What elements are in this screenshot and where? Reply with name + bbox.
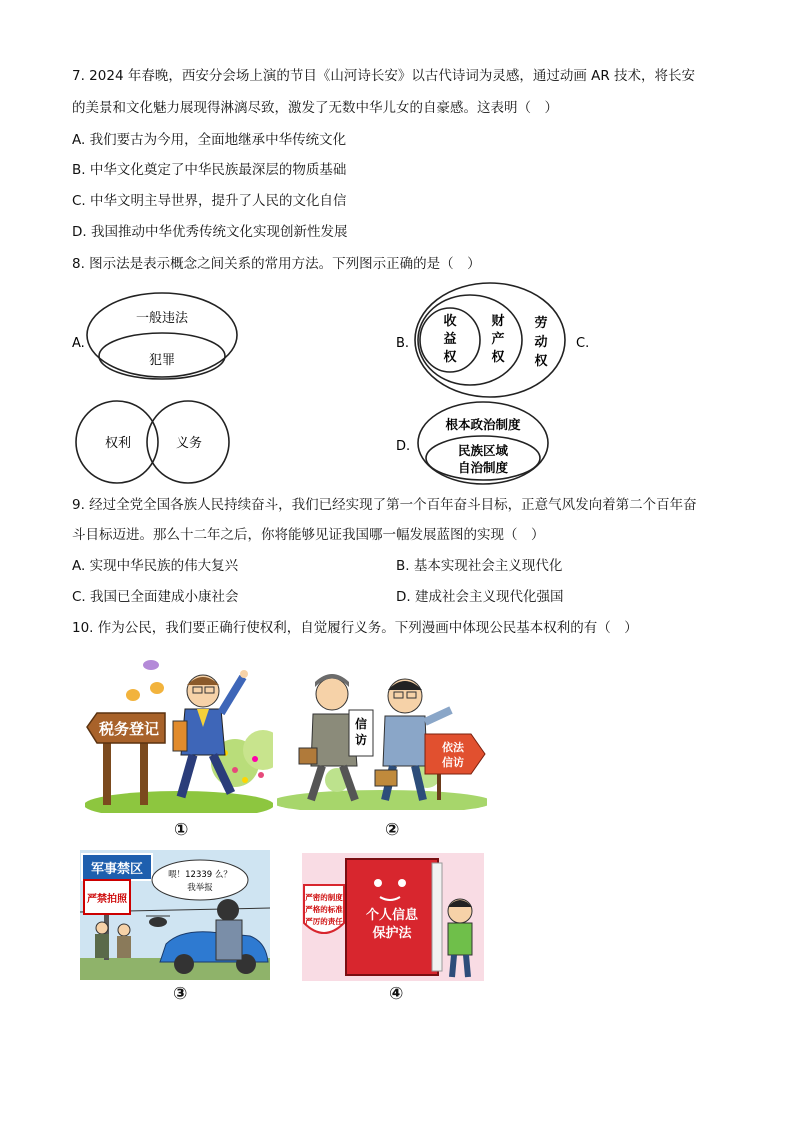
diagram-d-inner-label-2: 自治制度 [457,460,509,475]
comic-4-shield-line: 严密的制度 [305,893,343,902]
comic-1-illustration [85,655,273,813]
q7-option-c: C. 中华文明主导世界，提升了人民的文化自信 [72,193,347,209]
diagram-c-right-label: 义务 [175,436,203,451]
diagram-b-outer-char: 动 [534,335,548,350]
diagram-b-middle-char: 权 [491,350,505,365]
q10-stem: 10. 作为公民，我们要正确行使权利，自觉履行义务。下列漫画中体现公民基本权利的有（ ） [72,620,638,636]
comic-2-sign-line: 信访 [442,756,464,769]
comic-3-sign-text: 军事禁区 [90,862,144,877]
comic-2-paper-char: 信 [354,717,368,731]
q8-label-a: A. [72,336,85,351]
q7-option-d: D. 我国推动中华优秀传统文化实现创新性发展 [72,224,348,240]
diagram-b-outer-char: 权 [534,354,548,369]
comic-3-bubble-line: 我举报 [187,883,213,893]
diagram-c-left-label: 权利 [104,436,132,451]
comic-1-tax-registration [85,655,273,813]
comic-3-illustration [80,850,270,980]
comic-1-number: ① [174,820,189,840]
q9-option-c: C. 我国已全面建成小康社会 [72,589,239,605]
q8-label-d: D. [396,439,411,454]
comic-3-military-zone [80,850,270,980]
comic-3-number: ③ [173,984,188,1004]
diagram-d [418,402,548,484]
diagram-b-middle-ellipse [418,295,522,385]
comic-4-shield-line: 严厉的责任 [305,917,343,926]
diagram-b-middle-char: 产 [491,332,505,347]
diagram-c [76,401,229,483]
comic-2-petition [277,662,487,810]
diagram-a-outer-label: 一般违法 [135,311,189,326]
diagram-d-outer-label: 根本政治制度 [445,417,521,432]
q8-stem: 8. 图示法是表示概念之间关系的常用方法。下列图示正确的是（ ） [72,256,481,272]
diagram-a-inner-label: 犯罪 [148,353,176,368]
q8-diagrams [0,280,794,490]
q9-stem-line1: 9. 经过全党全国各族人民持续奋斗，我们已经实现了第一个百年奋斗目标，正意气风发向着第二个百年奋 [72,497,697,513]
comic-3-sign2-text: 严禁拍照 [87,894,127,905]
comic-4-privacy-law [302,853,484,981]
diagram-b-middle-char: 财 [491,314,505,329]
diagram-a [87,293,237,379]
q8-label-b: B. [396,336,410,351]
diagram-d-inner-label-1: 民族区域 [457,443,509,458]
q7-option-b: B. 中华文化奠定了中华民族最深层的物质基础 [72,162,347,178]
q7-option-a: A. 我们要古为今用，全面地继承中华传统文化 [72,132,347,148]
comic-2-sign-line: 依法 [442,741,464,754]
comic-3-bubble-line: 喂！12339 么？ [168,870,232,880]
diagram-b [415,283,565,397]
comic-2-illustration [277,662,487,810]
diagram-b-inner-char: 权 [443,350,457,365]
comic-4-number: ④ [389,984,404,1004]
diagram-b-inner-char: 益 [443,332,457,347]
comic-2-number: ② [385,820,400,840]
q7-stem-line1: 7. 2024 年春晚，西安分会场上演的节目《山河诗长安》以古代诗词为灵感，通过动画 AR 技术，将长安 [72,68,696,84]
comic-4-book-title: 保护法 [372,926,412,941]
comic-4-illustration [302,853,484,981]
q9-option-d: D. 建成社会主义现代化强国 [396,589,564,605]
diagram-b-outer-char: 劳 [534,316,548,331]
comic-4-shield-line: 严格的标准 [305,905,343,914]
comic-2-paper-char: 访 [354,733,368,747]
q9-option-a: A. 实现中华民族的伟大复兴 [72,558,239,574]
q9-stem-line2: 斗目标迈进。那么十二年之后，你将能够见证我国哪一幅发展蓝图的实现（ ） [72,527,545,543]
diagram-b-inner-char: 收 [443,314,457,329]
q7-stem-line2: 的美景和文化魅力展现得淋漓尽致，激发了无数中华儿女的自豪感。这表明（ ） [72,100,558,116]
comic-1-sign-text: 税务登记 [98,720,160,738]
q9-option-b: B. 基本实现社会主义现代化 [396,558,563,574]
comic-4-book-title: 个人信息 [365,908,419,923]
q8-label-c: C. [576,336,590,351]
